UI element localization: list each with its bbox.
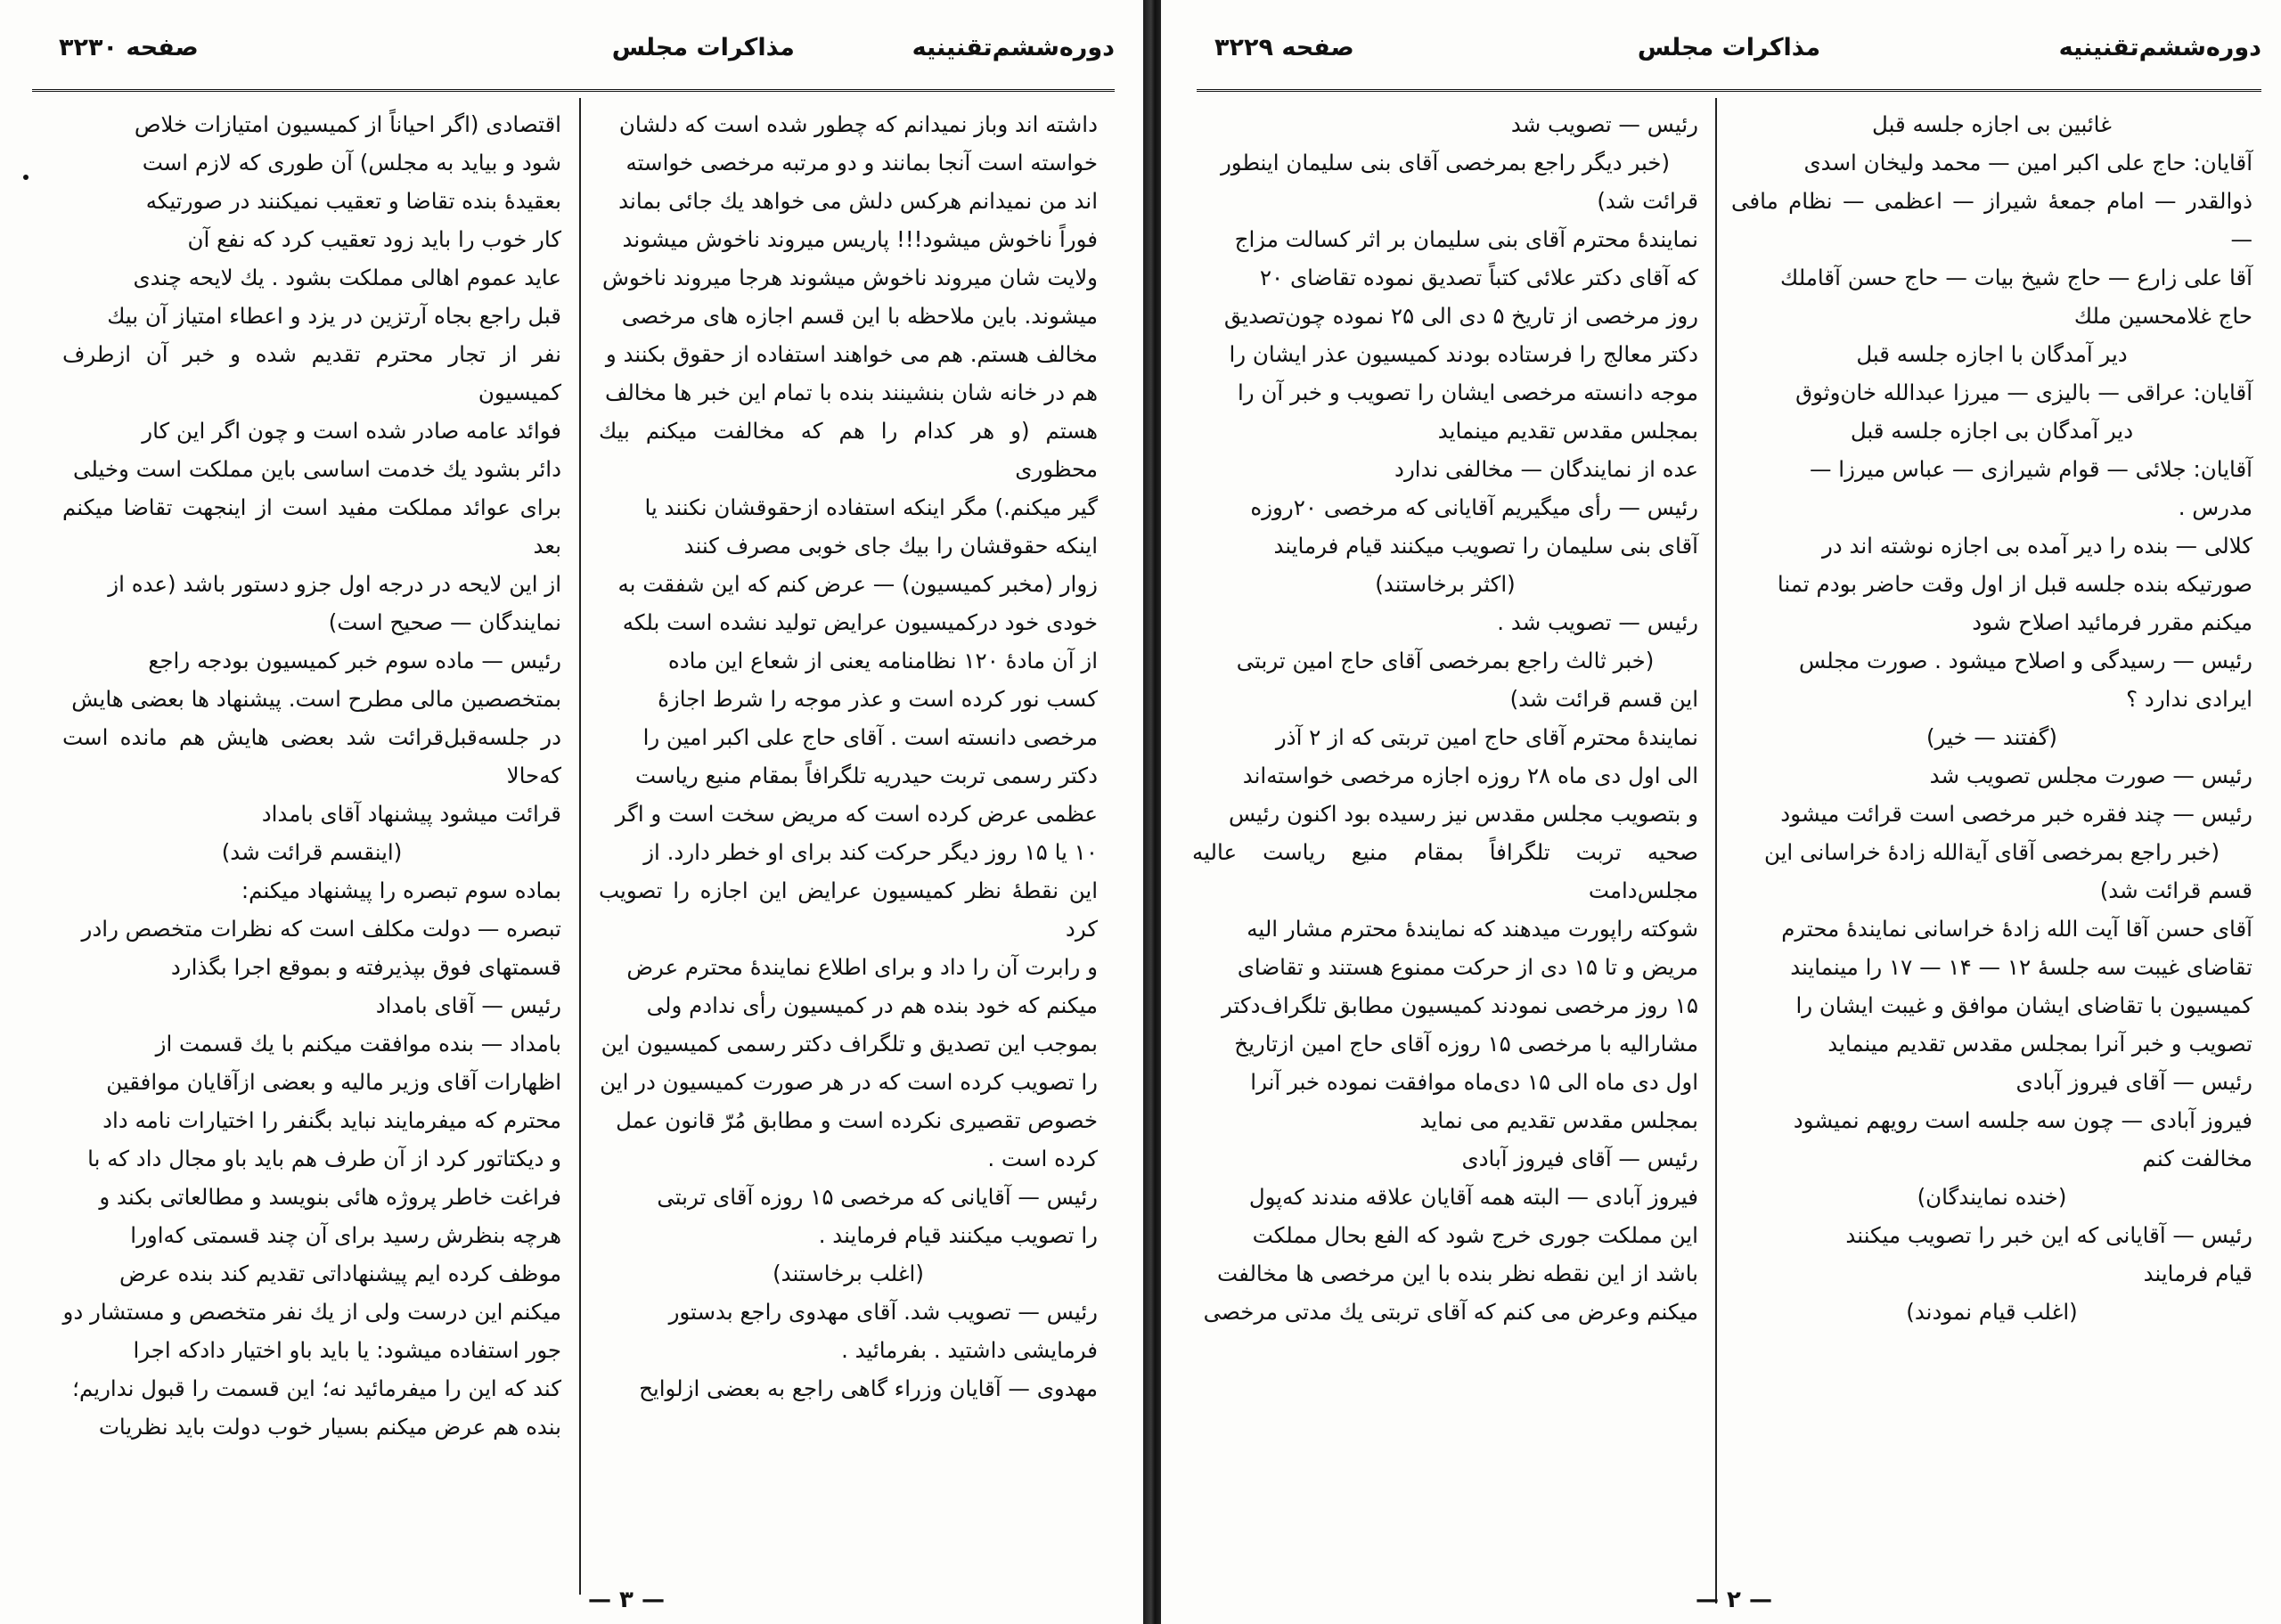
- text-line: رئیس — رأی میگیریم آقایانی که مرخصی ۲۰روزه: [1250, 494, 1698, 520]
- text-line: نمایندگان — صحیح است): [328, 609, 561, 635]
- journal-name: دوره‌ششم‌تقنینیه: [912, 34, 1115, 61]
- text-line: کند که این را میفرمائید نه؛ این قسمت را قبول نداریم؛: [72, 1375, 561, 1401]
- text-line: داشته اند وباز نمیدانم که چطور شده است که دلشان: [618, 111, 1098, 137]
- text-line: در جلسه‌قبل‌قرائت شد بعضی هایش هم مانده است که‌حالا: [62, 724, 561, 788]
- text-line: باشد از این نقطه نظر بنده با این مرخصی ها مخالفت: [1217, 1261, 1698, 1286]
- text-line: روز مرخصی از تاریخ ۵ دی الی ۲۵ نموده چون‌تصدیق: [1223, 303, 1698, 329]
- right-page: [1161, 0, 2281, 1624]
- text-line: رئیس — آقایانی که مرخصی ۱۵ روزه آقای تربتی: [657, 1184, 1098, 1210]
- text-line: جور استفاده میشود: یا باید باو اختیار دادکه اجرا: [133, 1337, 561, 1363]
- text-line: اند من نمیدانم هرکس دلش می خواهد یك جائی بماند: [618, 188, 1098, 214]
- text-line: موظف کرده ایم پیشنهاداتی تقدیم کند بنده عرض: [119, 1261, 561, 1286]
- text-line: ولایت شان میروند ناخوش میشوند هرجا میروند ناخوش: [601, 265, 1098, 290]
- text-line: شوکته راپورت میدهند که نمایندهٔ محترم مشار الیه: [1247, 916, 1698, 942]
- text-line: حاج غلامحسین ملك: [2073, 303, 2252, 329]
- text-line: قسم قرائت شد): [2099, 877, 2252, 903]
- text-line: را تصویب کرده است که در هر صورت کمیسیون در این: [600, 1069, 1098, 1095]
- left-page-right-column: [599, 105, 1098, 1408]
- page-number: — ۲ —: [1696, 1587, 1772, 1613]
- text-line: فوائد عامه صادر شده است و چون اگر این کار: [142, 418, 561, 444]
- text-line: فراغت خاطر پروژه هائی بنویسد و مطالعاتی بکند و: [99, 1184, 561, 1210]
- text-line: (خنده نمایندگان): [1917, 1184, 2067, 1210]
- text-line: این قسم قرائت شد): [1509, 686, 1698, 712]
- text-line: این نقطهٔ نظر کمیسیون عرایض این اجازه را تصویب کرد: [599, 877, 1098, 942]
- text-line: و بتصویب مجلس مقدس نیز رسیده بود اکنون رئیس: [1228, 801, 1698, 827]
- text-line: صورتیکه بنده جلسه قبل از اول وقت حاضر بودم تمنا: [1777, 571, 2252, 597]
- text-line: آقا علی زارع — حاج شیخ بیات — حاج حسن آقاملك: [1780, 265, 2252, 290]
- text-line: فیروز آبادی — چون سه جلسه است رویهم نمیشود: [1793, 1107, 2252, 1133]
- text-line: آقایان: حاج علی اکبر امین — محمد ولیخان اسدی: [1803, 150, 2252, 175]
- text-line: اینکه حقوقشان را بیك جای خوبی مصرف کنند: [683, 533, 1098, 559]
- text-line: رئیس — آقایانی که این خبر را تصویب میکنند: [1845, 1222, 2252, 1248]
- text-line: میکنم وعرض می کنم که آقای تربتی یك مدتی مرخصی: [1203, 1299, 1698, 1325]
- text-line: را تصویب میکنند قیام فرمایند .: [818, 1222, 1098, 1248]
- text-line: (خبر راجع بمرخصی آقای آیةالله زادهٔ خراسانی این: [1763, 839, 2220, 865]
- text-line: کار خوب را باید زود تعقیب کرد که نفع آن: [187, 226, 561, 252]
- text-line: قرائت میشود پیشنهاد آقای بامداد: [261, 801, 561, 827]
- text-line: رئیس — تصویب شد .: [1497, 609, 1698, 635]
- text-line: (گفتند — خیر): [1926, 724, 2057, 750]
- journal-title: مذاکرات مجلس: [1637, 34, 1821, 61]
- text-line: فیروز آبادی — البته همه آقایان علاقه مندند که‌پول: [1248, 1184, 1698, 1210]
- text-line: قبل راجع بجاه آرتزین در یزد و اعطاء امتیاز آن بیك: [107, 303, 561, 329]
- journal-title: مذاکرات مجلس: [611, 34, 795, 61]
- text-line: بعقیدهٔ بنده تقاضا و تعقیب نمیکنند در صورتیکه: [145, 188, 561, 214]
- text-line: هم در خانه شان بنشینند بنده با تمام این خبر ها مخالف: [604, 379, 1098, 405]
- text-line: میکنم این درست ولی از یك نفر متخصص و مستشار دو: [62, 1299, 561, 1325]
- text-line: مشارالیه با مرخصی ۱۵ روزه آقای حاج امین ازتاریخ: [1234, 1031, 1698, 1057]
- text-line: کرده است .: [987, 1146, 1098, 1171]
- text-line: دائر بشود یك خدمت اساسی باین مملکت است وخیلی: [72, 456, 561, 482]
- text-line: مدرس .: [2178, 494, 2252, 520]
- text-line: رئیس — چند فقره خبر مرخصی است قرائت میشود: [1780, 801, 2252, 827]
- ink-mark: [23, 175, 29, 180]
- column-divider: [1715, 98, 1717, 1604]
- text-line: و رابرت آن را داد و برای اطلاع نمایندهٔ محترم عرض: [626, 954, 1098, 980]
- text-line: بامداد — بنده موافقت میکنم با یك قسمت از: [155, 1031, 561, 1057]
- right-page-left-column: [1192, 105, 1698, 1331]
- text-line: دیر آمدگان با اجازه جلسه قبل: [1856, 341, 2128, 367]
- text-line: مرخصی دانسته است . آقای حاج علی اکبر امین را: [642, 724, 1098, 750]
- text-line: خودی خود درکمیسیون عرایض تولید نشده است بلکه: [622, 609, 1098, 635]
- header-rule: [32, 89, 1115, 92]
- text-line: رئیس — رسیدگی و اصلاح میشود . صورت مجلس: [1798, 648, 2252, 673]
- text-line: که آقای دکتر علائی کتباً تصدیق نموده تقاضای ۲۰: [1259, 265, 1698, 290]
- text-line: بموجب این تصدیق و تلگراف دکتر رسمی کمیسیون این: [601, 1031, 1098, 1057]
- text-line: هستم (و هر کدام را هم که مخالفت میکنم بیك محظوری: [599, 418, 1098, 482]
- left-page-header: [32, 27, 1115, 91]
- text-line: مخالف هستم. هم می خواهند استفاده از حقوق بکنند و: [605, 341, 1098, 367]
- text-line: اظهارات آقای وزیر مالیه و بعضی ازآقایان موافقین: [106, 1069, 561, 1095]
- text-line: آقای بنی سلیمان را تصویب میکنند قیام فرمایند: [1273, 533, 1698, 559]
- page-number: — ۳ —: [588, 1587, 665, 1613]
- book-gutter: [1143, 0, 1163, 1624]
- text-line: بماده سوم تبصره را پیشنهاد میکنم:: [241, 877, 561, 903]
- text-line: رئیس — آقای بامداد: [375, 992, 561, 1018]
- text-line: دیر آمدگان بی اجازه جلسه قبل: [1850, 418, 2134, 444]
- text-line: اقتصادی (اگر احیاناً از کمیسیون امتیازات خلاص: [134, 111, 561, 137]
- text-line: آقایان: جلائی — قوام شیرازی — عباس میرزا —: [1810, 456, 2252, 482]
- left-page-left-column: [62, 105, 561, 1446]
- text-line: مهدوی — آقایان وزراء گاهی راجع به بعضی ازلوایح: [639, 1375, 1098, 1401]
- text-line: (اکثر برخاستند): [1375, 571, 1516, 597]
- text-line: مخالفت کنم: [2142, 1146, 2252, 1171]
- text-line: عظمی عرض کرده است که مریض سخت است و اگر: [615, 801, 1098, 827]
- text-line: قسمتهای فوق بپذیرفته و بموقع اجرا بگذارد: [170, 954, 561, 980]
- text-line: الی اول دی ماه ۲۸ روزه اجازه مرخصی خواسته‌اند: [1242, 763, 1698, 788]
- text-line: بمجلس مقدس تقدیم می نماید: [1419, 1107, 1698, 1133]
- text-line: آقای حسن آقا آیت الله زادهٔ خراسانی نمایندهٔ محترم: [1781, 916, 2252, 942]
- text-line: ۱۰ یا ۱۵ روز دیگر حرکت کند برای او خطر دارد. از: [643, 839, 1098, 865]
- right-page-right-column: [1731, 105, 2252, 1331]
- text-line: برای عوائد مملکت مفید است از اینجهت تقاضا میکنم بعد: [62, 494, 561, 559]
- text-line: بمجلس مقدس تقدیم مینماید: [1437, 418, 1698, 444]
- text-line: میکنم مقرر فرمائید اصلاح شود: [1972, 609, 2252, 635]
- text-line: آقایان: عراقی — بالیزی — میرزا عبدالله خان‌وثوق: [1795, 379, 2252, 405]
- journal-name: دوره‌ششم‌تقنینیه: [2058, 34, 2261, 61]
- text-line: رئیس — صورت مجلس تصویب شد: [1929, 763, 2252, 788]
- column-divider: [579, 98, 581, 1595]
- header-rule: [1197, 89, 2261, 92]
- text-line: از آن مادهٔ ۱۲۰ نظامنامه یعنی از شعاع این ماده: [667, 648, 1098, 673]
- text-line: خصوص تقصیری نکرده است و مطابق مُرّ قانون عمل: [616, 1107, 1098, 1133]
- text-line: محترم که میفرمایند نباید بگنفر را اختیارات نامه داد: [102, 1107, 561, 1133]
- text-line: نفر از تجار محترم تقدیم شده و خبر آن ازطرف کمیسیون: [62, 341, 561, 405]
- text-line: و دیکتاتور کرد از آن طرف هم باید باو مجال داد که با: [87, 1146, 561, 1171]
- text-line: ذوالقدر — امام جمعهٔ شیراز — اعظمی — نظام مافی —: [1731, 188, 2252, 252]
- text-line: رئیس — تصویب شد. آقای مهدوی راجع بدستور: [668, 1299, 1098, 1325]
- text-line: از این لایحه در درجه اول جزو دستور باشد (عده از: [108, 571, 561, 597]
- text-line: بنده هم عرض میکنم بسیار خوب دولت باید نظریات: [98, 1414, 561, 1440]
- text-line: (اینقسم قرائت شد): [221, 839, 403, 865]
- text-line: میکنم که خود بنده هم در کمیسیون رأی ندادم ولی: [646, 992, 1098, 1018]
- text-line: نمایندهٔ محترم آقای حاج امین تربتی که از ۲ آذر: [1275, 724, 1698, 750]
- text-line: تبصره — دولت مکلف است که نظرات متخصص رادر: [81, 916, 561, 942]
- text-line: میشوند. باین ملاحظه با این قسم اجازه های مرخصی: [621, 303, 1098, 329]
- text-line: کلالی — بنده را دیر آمده بی اجازه نوشته اند در: [1821, 533, 2252, 559]
- text-line: فرمایشی داشتید . بفرمائید .: [841, 1337, 1098, 1363]
- text-line: (خبر ثالث راجع بمرخصی آقای حاج امین تربتی: [1236, 648, 1655, 673]
- text-line: بمتخصصین مالی مطرح است. پیشنهاد ها بعضی هایش: [71, 686, 561, 712]
- text-line: رئیس — آقای فیروز آبادی: [1461, 1146, 1698, 1171]
- text-line: ۱۵ روز مرخصی نمودند کمیسیون مطابق تلگراف‌دکتر: [1222, 992, 1698, 1018]
- text-line: (خبر دیگر راجع بمرخصی آقای بنی سلیمان اینطور: [1220, 150, 1671, 175]
- text-line: اول دی ماه الی ۱۵ دی‌ماه موافقت نموده خبر آنرا: [1250, 1069, 1698, 1095]
- page-label: صفحه ۳۲۳۰: [59, 34, 199, 61]
- text-line: گیر میکنم.) مگر اینکه استفاده ازحقوقشان نکنند یا: [644, 494, 1098, 520]
- text-line: عده از نمایندگان — مخالفی ندارد: [1394, 456, 1698, 482]
- text-line: نمایندهٔ محترم آقای بنی سلیمان بر اثر کسالت مزاج: [1234, 226, 1698, 252]
- text-line: رئیس — ماده سوم خبر کمیسیون بودجه راجع: [148, 648, 561, 673]
- text-line: غائبین بی اجازه جلسه قبل: [1872, 111, 2112, 137]
- text-line: عاید عموم اهالی مملکت بشود . یك لایحه چندی: [133, 265, 561, 290]
- text-line: تقاضای غیبت سه جلسهٔ ۱۲ — ۱۴ — ۱۷ را مینمایند: [1790, 954, 2252, 980]
- text-line: رئیس — آقای فیروز آبادی: [2015, 1069, 2252, 1095]
- text-line: فوراً ناخوش میشود!!! پاریس میروند ناخوش میشوند: [622, 226, 1098, 252]
- text-line: زوار (مخبر کمیسیون) — عرض کنم که این شفقت به: [617, 571, 1098, 597]
- text-line: (اغلب قیام نمودند): [1906, 1299, 2078, 1325]
- text-line: قیام فرمایند: [2143, 1261, 2252, 1286]
- page-label: صفحه ۳۲۲۹: [1214, 34, 1354, 61]
- text-line: مریض و تا ۱۵ دی از حرکت ممنوع هستند و تقاضای: [1237, 954, 1698, 980]
- text-line: صحیه تربت تلگرافاً بمقام منیع ریاست عالیه مجلس‌دامت: [1192, 839, 1698, 903]
- text-line: دکتر رسمی تربت حیدریه تلگرافاً بمقام منیع ریاست: [635, 763, 1098, 788]
- text-line: کسب نور کرده است و عذر موجه را شرط اجازهٔ: [658, 686, 1098, 712]
- right-page-header: [1197, 27, 2261, 91]
- text-line: خواسته است آنجا بمانند و دو مرتبه مرخصی خواسته: [625, 150, 1098, 175]
- text-line: کمیسیون با تقاضای ایشان موافق و غیبت ایشان را: [1795, 992, 2252, 1018]
- text-line: تصویب و خبر آنرا بمجلس مقدس تقدیم مینماید: [1827, 1031, 2252, 1057]
- text-line: (اغلب برخاستند): [773, 1261, 924, 1286]
- text-line: هرچه بنظرش رسید برای آن چند قسمتی که‌اورا: [130, 1222, 561, 1248]
- text-line: دکتر معالج را فرستاده بودند کمیسیون عذر ایشان را: [1229, 341, 1698, 367]
- text-line: شود و بیاید به مجلس) آن طوری که لازم است: [142, 150, 561, 175]
- text-line: موجه دانسته مرخصی ایشان را تصویب و خبر آن را: [1237, 379, 1698, 405]
- text-line: رئیس — تصویب شد: [1510, 111, 1698, 137]
- text-line: قرائت شد): [1597, 188, 1698, 214]
- text-line: ایرادی ندارد ؟: [2126, 686, 2252, 712]
- text-line: این مملکت جوری خرج شود که الفع بحال مملکت: [1252, 1222, 1698, 1248]
